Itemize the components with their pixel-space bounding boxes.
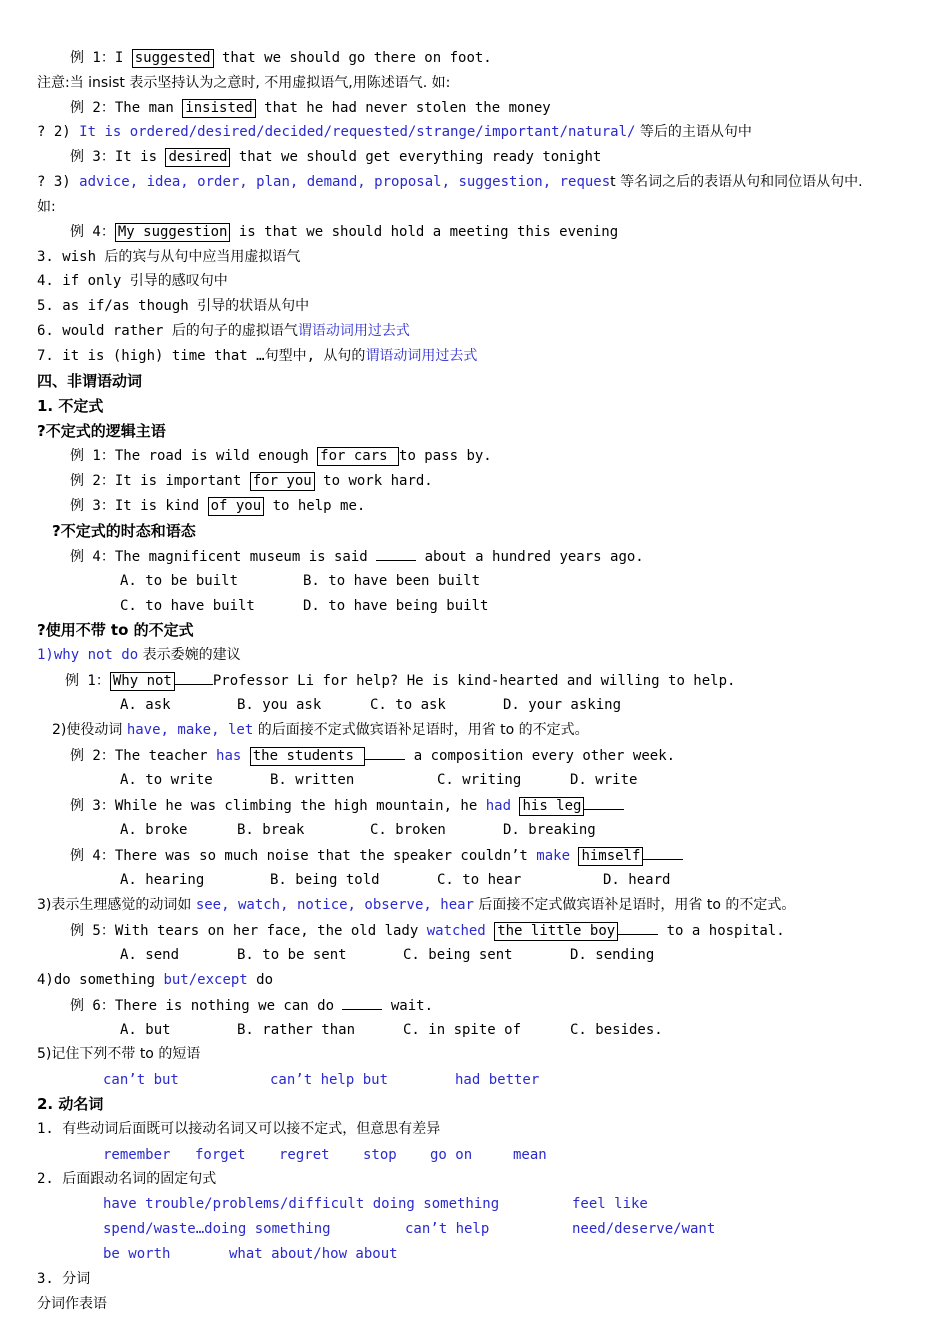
answer-blank	[643, 845, 683, 860]
rule-line: 4)do something but/except do	[37, 972, 274, 988]
phrase-item: spend/waste…doing something	[103, 1221, 331, 1237]
phrase-item: have trouble/problems/difficult doing something	[103, 1196, 500, 1212]
phrase-item: regret	[279, 1147, 330, 1163]
topic-heading: ?使用不带 to 的不定式	[37, 621, 194, 639]
highlight-box: himself	[578, 847, 643, 866]
rule-line: 3. 分词	[37, 1271, 91, 1287]
question-line: 例 2：The teacher has the students a composition every other week.	[70, 745, 675, 765]
phrase-item: mean	[513, 1147, 547, 1163]
rule-line: 3. wish 后的宾与从句中应当用虚拟语气	[37, 249, 301, 265]
highlight-box: desired	[165, 148, 230, 167]
option-b: B. to have been built	[303, 573, 481, 589]
highlight-box: the students	[250, 747, 366, 766]
question-line: 例 1： Why not Professor Li for help? He is kind-hearted and willing to help.	[65, 670, 735, 690]
rule-line: ? 2) It is ordered/desired/decided/requested/strange/important/natural/ 等后的主语从句中	[37, 124, 752, 140]
option-a: A. but	[120, 1022, 171, 1038]
option-b: B. rather than	[237, 1022, 356, 1038]
option-c: C. in spite of	[403, 1022, 522, 1038]
highlight-box: for cars	[317, 447, 399, 466]
option-a: A. broke	[120, 822, 188, 838]
rule-line: 1. 有些动词后面既可以接动名词又可以接不定式，但意思有差异	[37, 1121, 441, 1137]
section-heading: 四、非谓语动词	[37, 372, 143, 390]
option-d: D. your asking	[503, 697, 622, 713]
rule-line: ? 3) advice, idea, order, plan, demand, proposal, suggestion, request 等名词之后的表语从句和同位语从句中.	[37, 174, 863, 190]
example-line: 例 3：It is kind of you to help me.	[70, 498, 366, 514]
phrase-item: can’t help	[405, 1221, 490, 1237]
example-line: 例 4： My suggestion is that we should hold a meeting this evening	[70, 224, 619, 240]
example-line: 例 2：It is important for you to work hard.	[70, 473, 433, 489]
option-c: C. to ask	[370, 697, 446, 713]
subsection-heading: 2. 动名词	[37, 1095, 104, 1113]
option-d: D. write	[570, 772, 638, 788]
highlight-box: his leg	[519, 797, 584, 816]
rule-line: 4. if only 引导的感叹句中	[37, 273, 228, 289]
option-c: C. to hear	[437, 872, 522, 888]
option-d: D. heard	[603, 872, 671, 888]
option-a: A. send	[120, 947, 180, 963]
rule-line: 7. it is (high) time that …句型中, 从句的谓语动词用过去式	[37, 348, 478, 364]
option-d: D. to have being built	[303, 598, 489, 614]
example-line: 例 1：The road is wild enough for cars to pass by.	[70, 448, 492, 464]
subsection-heading: 1. 不定式	[37, 397, 104, 415]
option-a: A. to write	[120, 772, 213, 788]
rule-line: 5)记住下列不带 to 的短语	[37, 1046, 201, 1062]
question-line: 例 5：With tears on her face, the old lady watched the little boy to a hospital.	[70, 920, 785, 940]
question-line: 例 4：The magnificent museum is said about a hundred years ago.	[70, 546, 644, 566]
answer-blank	[376, 546, 416, 561]
option-c: C. to have built	[120, 598, 255, 614]
option-c: C. broken	[370, 822, 446, 838]
highlight-box: My suggestion	[115, 223, 231, 242]
answer-blank	[584, 795, 624, 810]
rule-line: 2. 后面跟动名词的固定句式	[37, 1171, 217, 1187]
highlight-box: suggested	[132, 49, 214, 68]
option-b: B. to be sent	[237, 947, 347, 963]
answer-blank	[618, 920, 658, 935]
example-line: 例 1：I suggested that we should go there on foot.	[70, 50, 492, 66]
question-line: 例 6：There is nothing we can do wait.	[70, 995, 433, 1015]
answer-blank	[365, 745, 405, 760]
option-a: A. ask	[120, 697, 171, 713]
example-line: 例 3：It is desired that we should get everything ready tonight	[70, 149, 602, 165]
rule-line: 6. would rather 后的句子的虚拟语气谓语动词用过去式	[37, 323, 410, 339]
highlight-box: Why not	[110, 672, 175, 691]
example-line: 例 2：The man insisted that he had never stolen the money	[70, 100, 551, 116]
question-line: 例 4：There was so much noise that the speaker couldn’t make himself	[70, 845, 683, 865]
rule-line: 2)使役动词 have, make, let 的后面接不定式做宾语补足语时，用省 to 的不定式。	[52, 722, 589, 738]
option-d: C. besides.	[570, 1022, 663, 1038]
phrase-item: remember	[103, 1147, 171, 1163]
phrase-item: can’t help but	[270, 1072, 389, 1088]
option-b: B. written	[270, 772, 355, 788]
option-b: B. you ask	[237, 697, 322, 713]
topic-heading: ?不定式的时态和语态	[52, 522, 196, 540]
note-line: 注意:当 insist 表示坚持认为之意时, 不用虚拟语气,用陈述语气. 如:	[37, 75, 451, 91]
rule-line: 5. as if/as though 引导的状语从句中	[37, 298, 310, 314]
phrase-item: be worth	[103, 1246, 171, 1262]
option-a: A. to be built	[120, 573, 239, 589]
phrase-item: go on	[430, 1147, 473, 1163]
option-d: D. sending	[570, 947, 655, 963]
highlight-box: the little boy	[494, 922, 618, 941]
phrase-item: can’t but	[103, 1072, 179, 1088]
answer-blank	[175, 670, 213, 685]
phrase-item: feel like	[572, 1196, 648, 1212]
option-b: B. break	[237, 822, 305, 838]
text-line: 如:	[37, 199, 56, 215]
question-line: 例 3：While he was climbing the high mountain, he had his leg	[70, 795, 624, 815]
answer-blank	[342, 995, 382, 1010]
rule-line: 1)why not do 表示委婉的建议	[37, 647, 241, 663]
phrase-item: forget	[195, 1147, 246, 1163]
option-c: C. writing	[437, 772, 522, 788]
topic-heading: ?不定式的逻辑主语	[37, 422, 166, 440]
option-d: D. breaking	[503, 822, 596, 838]
phrase-item: need/deserve/want	[572, 1221, 716, 1237]
phrase-item: stop	[363, 1147, 397, 1163]
highlight-box: insisted	[182, 99, 255, 118]
phrase-item: what about/how about	[229, 1246, 398, 1262]
highlight-box: of you	[208, 497, 265, 516]
option-b: B. being told	[270, 872, 380, 888]
rule-line: 3)表示生理感觉的动词如 see, watch, notice, observe, hear 后面接不定式做宾语补足语时，用省 to 的不定式。	[37, 897, 796, 913]
rule-line: 分词作表语	[37, 1296, 107, 1312]
option-a: A. hearing	[120, 872, 205, 888]
phrase-item: had better	[455, 1072, 540, 1088]
highlight-box: for you	[250, 472, 315, 491]
option-c: C. being sent	[403, 947, 513, 963]
